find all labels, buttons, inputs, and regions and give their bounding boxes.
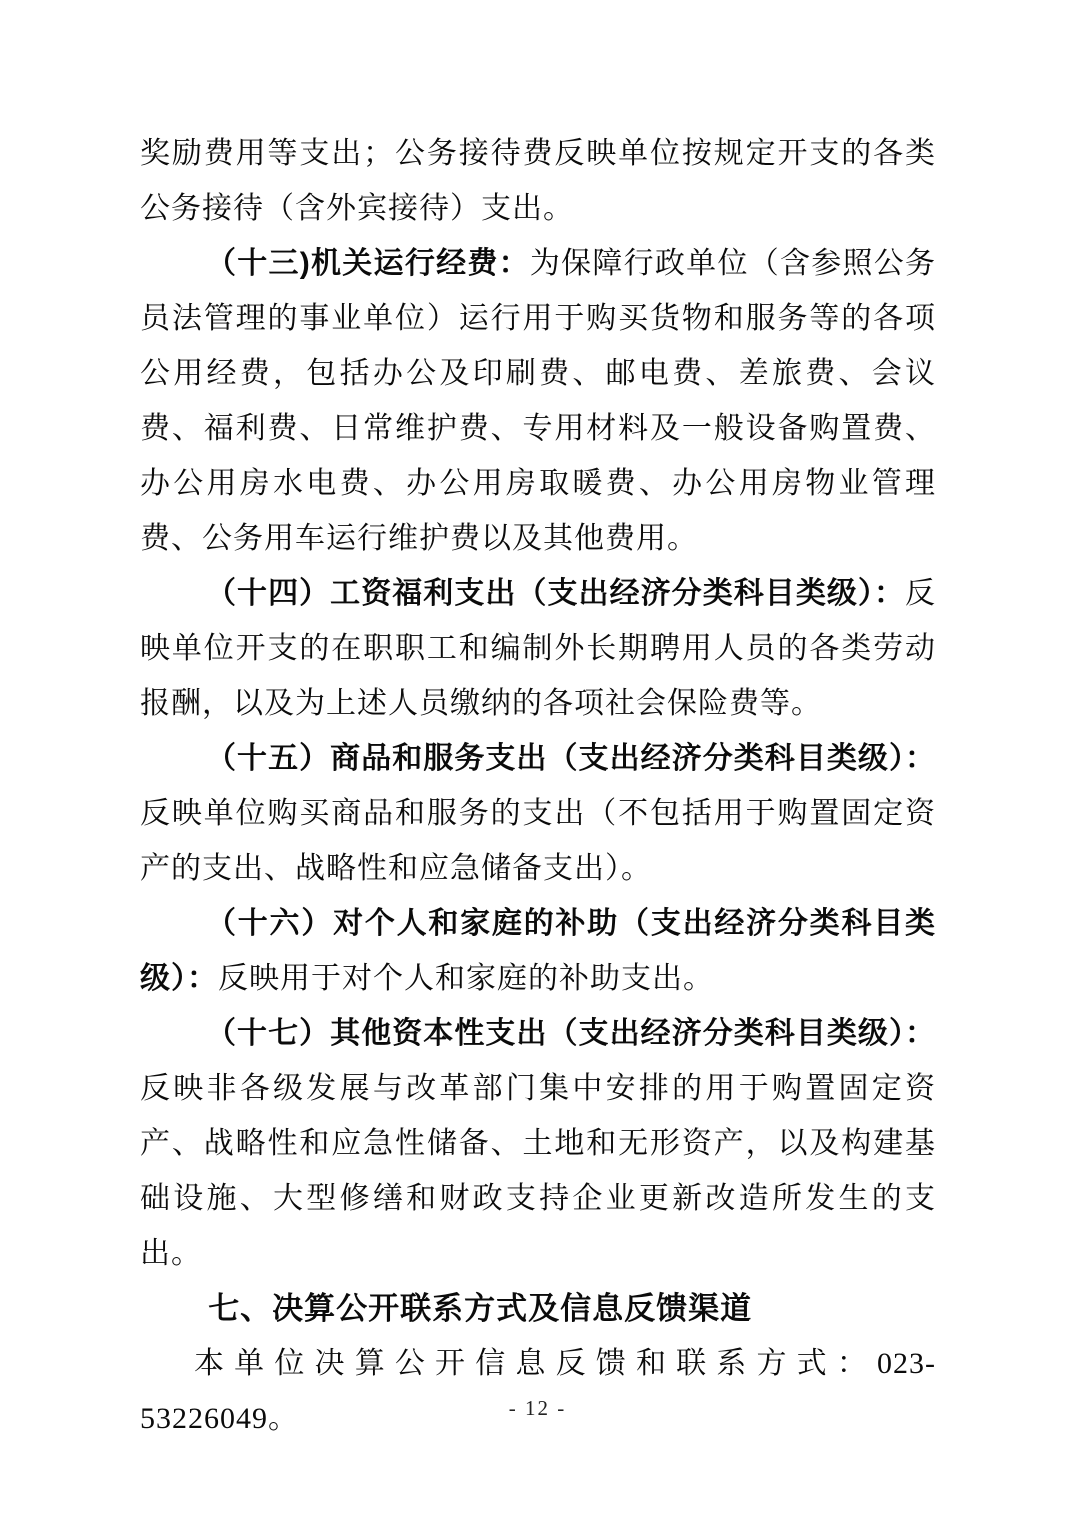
paragraph-item-14	[140, 566, 936, 731]
paragraph-item-15	[140, 731, 936, 896]
paragraph-lead: （十五）商品和服务支出（支出经济分类科目类级）：	[206, 742, 936, 775]
document-content	[140, 126, 936, 1446]
paragraph-text: 奖励费用等支出；公务接待费反映单位按规定开支的各类公务接待（含外宾接待）支出。	[140, 137, 936, 225]
paragraph-text: 反映非各级发展与改革部门集中安排的用于购置固定资产、战略性和应急性储备、土地和无形资产，以及构建基础设施、大型修缮和财政支持企业更新改造所发生的支出。	[140, 1072, 936, 1270]
paragraph-lead: （十七）其他资本性支出（支出经济分类科目类级）：	[206, 1017, 936, 1050]
paragraph-text: 反映用于对个人和家庭的补助支出。	[218, 962, 714, 995]
paragraph-lead: （十四）工资福利支出（支出经济分类科目类级）：	[206, 577, 905, 610]
paragraph-item-13	[140, 236, 936, 566]
paragraph-lead: （十三)机关运行经费：	[206, 247, 530, 280]
contact-paragraph: 本单位决算公开信息反馈和联系方式：023-53226049。	[140, 1347, 936, 1435]
page-number: - 12 -	[508, 1396, 567, 1420]
paragraph-item-17	[140, 1006, 936, 1281]
paragraph-text: 为保障行政单位（含参照公务员法管理的事业单位）运行用于购买货物和服务等的各项公用经费，包括办公及印刷费、邮电费、差旅费、会议费、福利费、日常维护费、专用材料及一般设备购置费、办公用房水电费、办公用房取暖费、办公用房物业管理费、公务用车运行维护费以及其他费用。	[140, 247, 937, 555]
paragraph-lead: （十六）对个人和家庭的补助（支出经济分类科目类级）：	[140, 907, 936, 995]
paragraph-text: 反映单位购买商品和服务的支出（不包括用于购置固定资产的支出、战略性和应急储备支出）。	[140, 797, 936, 885]
section-heading: 七、决算公开联系方式及信息反馈渠道	[208, 1291, 753, 1326]
paragraph-item-16	[140, 896, 936, 1006]
paragraph-text: 反映单位开支的在职职工和编制外长期聘用人员的各类劳动报酬，以及为上述人员缴纳的各项社会保险费等。	[140, 577, 936, 720]
paragraph-continuation	[140, 126, 936, 236]
